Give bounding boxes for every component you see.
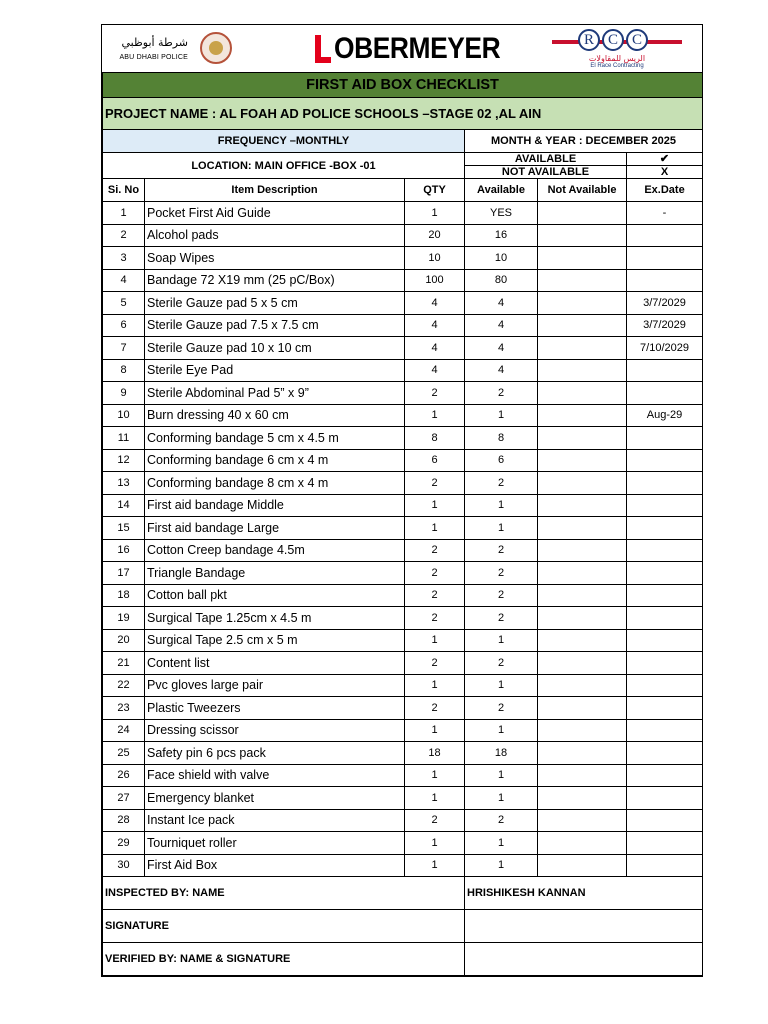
column-header: Not Available	[538, 179, 627, 202]
serial-number: 29	[103, 832, 145, 855]
quantity: 1	[405, 764, 465, 787]
available-count: 2	[465, 607, 538, 630]
serial-number: 5	[103, 292, 145, 315]
serial-number: 22	[103, 674, 145, 697]
expiry-date: 7/10/2029	[627, 337, 703, 360]
not-available-count	[538, 584, 627, 607]
not-available-count	[538, 382, 627, 405]
available-count: 16	[465, 224, 538, 247]
quantity: 1	[405, 494, 465, 517]
abu-dhabi-police-logo	[116, 31, 236, 67]
not-available-count	[538, 472, 627, 495]
quantity: 2	[405, 539, 465, 562]
item-description: Sterile Eye Pad	[145, 359, 405, 382]
table-row	[103, 517, 703, 540]
expiry-date	[627, 832, 703, 855]
quantity: 2	[405, 382, 465, 405]
item-description: Triangle Bandage	[145, 562, 405, 585]
available-count: 10	[465, 247, 538, 270]
serial-number: 2	[103, 224, 145, 247]
obermeyer-logo	[315, 32, 523, 66]
available-count: 2	[465, 562, 538, 585]
quantity: 1	[405, 787, 465, 810]
available-count: 1	[465, 854, 538, 877]
quantity: 4	[405, 292, 465, 315]
not-available-count	[538, 764, 627, 787]
item-description: Safety pin 6 pcs pack	[145, 742, 405, 765]
quantity: 20	[405, 224, 465, 247]
item-description: Alcohol pads	[145, 224, 405, 247]
table-row	[103, 359, 703, 382]
location: LOCATION: MAIN OFFICE -BOX -01	[103, 153, 465, 179]
table-row	[103, 809, 703, 832]
serial-number: 23	[103, 697, 145, 720]
table-row	[103, 562, 703, 585]
police-logo-english: ABU DHABI POLICE	[119, 54, 188, 61]
item-description: Surgical Tape 1.25cm x 4.5 m	[145, 607, 405, 630]
rcc-logo-arabic: الريس للمقاولات	[588, 54, 646, 63]
serial-number: 19	[103, 607, 145, 630]
item-description: Bandage 72 X19 mm (25 pC/Box)	[145, 269, 405, 292]
serial-number: 30	[103, 854, 145, 877]
available-count: 4	[465, 314, 538, 337]
table-row	[103, 449, 703, 472]
expiry-date	[627, 269, 703, 292]
quantity: 4	[405, 359, 465, 382]
inspected-by-label: INSPECTED BY: NAME	[103, 877, 465, 910]
available-count: 1	[465, 629, 538, 652]
expiry-date	[627, 539, 703, 562]
not-available-count	[538, 517, 627, 540]
quantity: 2	[405, 652, 465, 675]
item-description: First aid bandage Middle	[145, 494, 405, 517]
serial-number: 24	[103, 719, 145, 742]
available-count: 1	[465, 787, 538, 810]
table-row	[103, 584, 703, 607]
table-row	[103, 607, 703, 630]
item-description: Conforming bandage 8 cm x 4 m	[145, 472, 405, 495]
expiry-date: Aug-29	[627, 404, 703, 427]
available-count: 4	[465, 359, 538, 382]
not-available-count	[538, 314, 627, 337]
not-available-count	[538, 202, 627, 225]
expiry-date	[627, 494, 703, 517]
serial-number: 3	[103, 247, 145, 270]
available-count: 2	[465, 472, 538, 495]
expiry-date	[627, 764, 703, 787]
expiry-date	[627, 629, 703, 652]
not-available-count	[538, 494, 627, 517]
item-description: Cotton ball pkt	[145, 584, 405, 607]
rcc-logo-letters	[578, 29, 648, 51]
police-logo-arabic: شرطة أبوظبي	[121, 36, 188, 49]
expiry-date	[627, 472, 703, 495]
frequency: FREQUENCY –MONTHLY	[103, 130, 465, 153]
not-available-count	[538, 719, 627, 742]
expiry-date: -	[627, 202, 703, 225]
serial-number: 27	[103, 787, 145, 810]
quantity: 1	[405, 719, 465, 742]
quantity: 18	[405, 742, 465, 765]
item-description: Tourniquet roller	[145, 832, 405, 855]
quantity: 100	[405, 269, 465, 292]
available-count: 6	[465, 449, 538, 472]
expiry-date: 3/7/2029	[627, 314, 703, 337]
table-row	[103, 719, 703, 742]
item-description: Cotton Creep bandage 4.5m	[145, 539, 405, 562]
quantity: 1	[405, 854, 465, 877]
serial-number: 16	[103, 539, 145, 562]
not-available-count	[538, 697, 627, 720]
serial-number: 7	[103, 337, 145, 360]
item-description: Burn dressing 40 x 60 cm	[145, 404, 405, 427]
table-row	[103, 472, 703, 495]
quantity: 1	[405, 832, 465, 855]
available-count: 4	[465, 337, 538, 360]
table-row	[103, 292, 703, 315]
table-row	[103, 404, 703, 427]
available-count: 2	[465, 652, 538, 675]
available-count: 18	[465, 742, 538, 765]
not-available-count	[538, 832, 627, 855]
item-description: Pocket First Aid Guide	[145, 202, 405, 225]
serial-number: 8	[103, 359, 145, 382]
expiry-date	[627, 674, 703, 697]
item-description: Conforming bandage 6 cm x 4 m	[145, 449, 405, 472]
expiry-date	[627, 809, 703, 832]
quantity: 2	[405, 697, 465, 720]
available-count: 2	[465, 382, 538, 405]
expiry-date	[627, 697, 703, 720]
expiry-date	[627, 449, 703, 472]
expiry-date	[627, 562, 703, 585]
signature-label: SIGNATURE	[103, 910, 465, 943]
expiry-date: 3/7/2029	[627, 292, 703, 315]
checklist-sheet	[101, 24, 703, 977]
month-year: MONTH & YEAR : DECEMBER 2025	[465, 130, 703, 153]
quantity: 4	[405, 314, 465, 337]
item-description: Plastic Tweezers	[145, 697, 405, 720]
document-title: FIRST AID BOX CHECKLIST	[103, 73, 703, 98]
item-description: Instant Ice pack	[145, 809, 405, 832]
table-row	[103, 427, 703, 450]
quantity: 2	[405, 607, 465, 630]
signature-field	[465, 910, 703, 943]
rcc-logo	[552, 29, 682, 69]
not-available-count	[538, 629, 627, 652]
available-count: 1	[465, 494, 538, 517]
serial-number: 26	[103, 764, 145, 787]
column-header: Item Description	[145, 179, 405, 202]
table-row	[103, 674, 703, 697]
table-row	[103, 382, 703, 405]
available-count: 1	[465, 764, 538, 787]
item-description: Soap Wipes	[145, 247, 405, 270]
serial-number: 21	[103, 652, 145, 675]
available-count: 2	[465, 584, 538, 607]
table-row	[103, 494, 703, 517]
check-icon: ✔	[627, 153, 703, 166]
item-description: Pvc gloves large pair	[145, 674, 405, 697]
serial-number: 4	[103, 269, 145, 292]
item-description: Sterile Abdominal Pad 5” x 9”	[145, 382, 405, 405]
verified-by-field	[465, 943, 703, 976]
obermeyer-mark-icon	[315, 35, 331, 63]
quantity: 2	[405, 472, 465, 495]
not-available-count	[538, 787, 627, 810]
item-description: Sterile Gauze pad 5 x 5 cm	[145, 292, 405, 315]
quantity: 10	[405, 247, 465, 270]
checklist-table	[102, 72, 703, 976]
rcc-letter: C	[626, 29, 648, 51]
expiry-date	[627, 517, 703, 540]
item-description: Conforming bandage 5 cm x 4.5 m	[145, 427, 405, 450]
not-available-count	[538, 674, 627, 697]
item-description: First aid bandage Large	[145, 517, 405, 540]
table-row	[103, 202, 703, 225]
quantity: 1	[405, 202, 465, 225]
available-count: 1	[465, 404, 538, 427]
quantity: 8	[405, 427, 465, 450]
quantity: 1	[405, 674, 465, 697]
quantity: 6	[405, 449, 465, 472]
not-available-count	[538, 562, 627, 585]
rcc-letter: R	[578, 29, 600, 51]
item-description: Dressing scissor	[145, 719, 405, 742]
x-mark-icon: X	[627, 166, 703, 179]
item-description: Sterile Gauze pad 10 x 10 cm	[145, 337, 405, 360]
table-row	[103, 697, 703, 720]
available-count: 4	[465, 292, 538, 315]
not-available-count	[538, 652, 627, 675]
not-available-count	[538, 269, 627, 292]
available-count: 1	[465, 674, 538, 697]
column-header: Available	[465, 179, 538, 202]
not-available-count	[538, 337, 627, 360]
not-available-count	[538, 854, 627, 877]
quantity: 2	[405, 809, 465, 832]
not-available-count	[538, 359, 627, 382]
not-available-count	[538, 607, 627, 630]
expiry-date	[627, 607, 703, 630]
quantity: 4	[405, 337, 465, 360]
quantity: 1	[405, 404, 465, 427]
table-row	[103, 787, 703, 810]
not-available-count	[538, 539, 627, 562]
column-header: Si. No	[103, 179, 145, 202]
table-row	[103, 539, 703, 562]
legend-not-available-label: NOT AVAILABLE	[465, 166, 627, 179]
expiry-date	[627, 382, 703, 405]
not-available-count	[538, 809, 627, 832]
serial-number: 10	[103, 404, 145, 427]
table-row	[103, 269, 703, 292]
table-row	[103, 247, 703, 270]
serial-number: 17	[103, 562, 145, 585]
quantity: 2	[405, 584, 465, 607]
inspected-by-name: HRISHIKESH KANNAN	[465, 877, 703, 910]
rcc-letter: C	[602, 29, 624, 51]
serial-number: 13	[103, 472, 145, 495]
quantity: 1	[405, 629, 465, 652]
expiry-date	[627, 247, 703, 270]
legend-available-label: AVAILABLE	[465, 153, 627, 166]
available-count: 1	[465, 719, 538, 742]
available-count: YES	[465, 202, 538, 225]
not-available-count	[538, 742, 627, 765]
expiry-date	[627, 427, 703, 450]
table-row	[103, 854, 703, 877]
table-row	[103, 337, 703, 360]
serial-number: 25	[103, 742, 145, 765]
verified-by-label: VERIFIED BY: NAME & SIGNATURE	[103, 943, 465, 976]
expiry-date	[627, 854, 703, 877]
available-count: 8	[465, 427, 538, 450]
logo-header	[102, 25, 702, 72]
quantity: 1	[405, 517, 465, 540]
item-description: First Aid Box	[145, 854, 405, 877]
serial-number: 11	[103, 427, 145, 450]
expiry-date	[627, 359, 703, 382]
rcc-logo-english: El Race Contracting	[590, 63, 644, 69]
expiry-date	[627, 719, 703, 742]
item-description: Sterile Gauze pad 7.5 x 7.5 cm	[145, 314, 405, 337]
expiry-date	[627, 224, 703, 247]
available-count: 2	[465, 697, 538, 720]
expiry-date	[627, 787, 703, 810]
serial-number: 1	[103, 202, 145, 225]
not-available-count	[538, 224, 627, 247]
project-name: PROJECT NAME : AL FOAH AD POLICE SCHOOLS –STAGE 02 ,AL AIN	[103, 98, 703, 130]
column-header: Ex.Date	[627, 179, 703, 202]
not-available-count	[538, 404, 627, 427]
item-description: Surgical Tape 2.5 cm x 5 m	[145, 629, 405, 652]
not-available-count	[538, 247, 627, 270]
available-count: 1	[465, 517, 538, 540]
item-description: Emergency blanket	[145, 787, 405, 810]
serial-number: 28	[103, 809, 145, 832]
not-available-count	[538, 449, 627, 472]
item-description: Content list	[145, 652, 405, 675]
quantity: 2	[405, 562, 465, 585]
table-row	[103, 224, 703, 247]
police-seal-icon	[200, 32, 232, 64]
not-available-count	[538, 292, 627, 315]
serial-number: 9	[103, 382, 145, 405]
serial-number: 12	[103, 449, 145, 472]
serial-number: 6	[103, 314, 145, 337]
column-header-row	[103, 179, 703, 202]
table-row	[103, 314, 703, 337]
expiry-date	[627, 584, 703, 607]
table-row	[103, 652, 703, 675]
serial-number: 15	[103, 517, 145, 540]
table-row	[103, 764, 703, 787]
table-row	[103, 742, 703, 765]
serial-number: 18	[103, 584, 145, 607]
serial-number: 20	[103, 629, 145, 652]
item-description: Face shield with valve	[145, 764, 405, 787]
available-count: 80	[465, 269, 538, 292]
table-row	[103, 629, 703, 652]
expiry-date	[627, 652, 703, 675]
not-available-count	[538, 427, 627, 450]
table-row	[103, 832, 703, 855]
available-count: 1	[465, 832, 538, 855]
available-count: 2	[465, 809, 538, 832]
serial-number: 14	[103, 494, 145, 517]
available-count: 2	[465, 539, 538, 562]
expiry-date	[627, 742, 703, 765]
column-header: QTY	[405, 179, 465, 202]
obermeyer-wordmark: OBERMEYER	[334, 32, 501, 65]
